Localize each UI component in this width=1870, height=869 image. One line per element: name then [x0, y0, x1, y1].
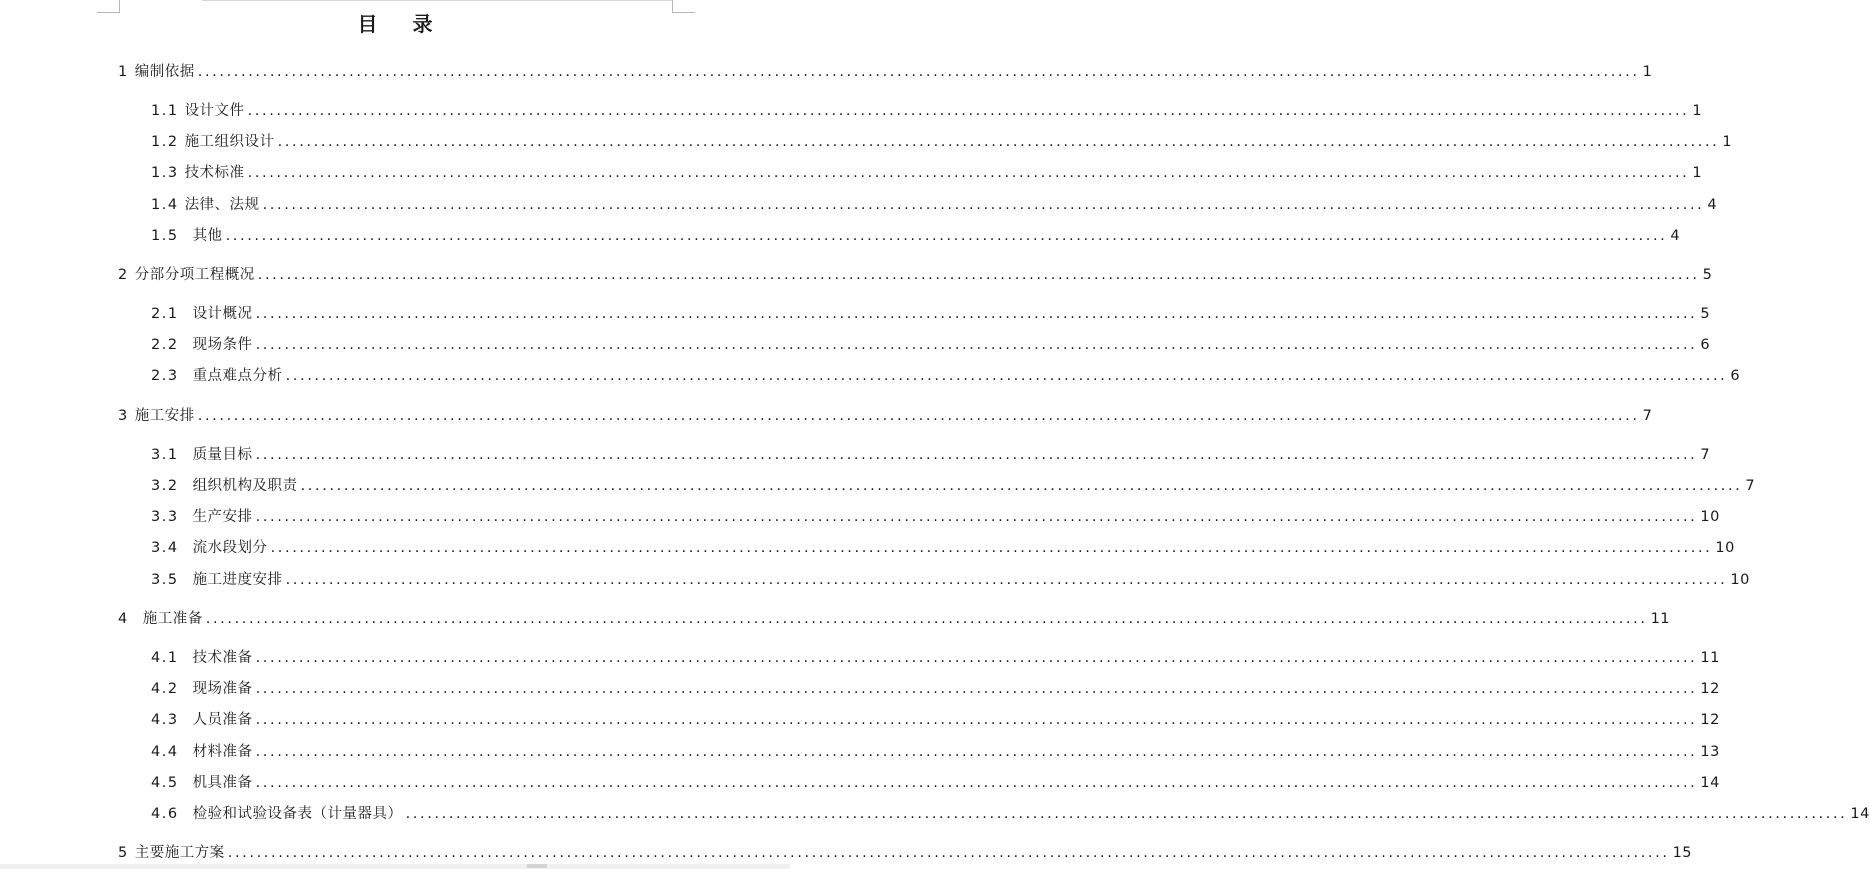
toc-entry-label: 编制依据 [134, 64, 195, 80]
toc-page-number: 13 [1700, 744, 1720, 760]
toc-entry-label: 人员准备 [192, 712, 253, 728]
toc-entry-number: 1.5 [151, 228, 179, 244]
toc-entry-label: 施工进度安排 [192, 572, 283, 588]
toc-page-number: 12 [1700, 681, 1720, 697]
toc-section-entry[interactable] [151, 101, 1703, 121]
toc-dot-leader: ........................................................................................................................................................................................................ [255, 447, 1698, 463]
toc-section-entry[interactable] [151, 570, 1750, 590]
toc-entry-label: 材料准备 [192, 744, 253, 760]
toc-entry-number: 4.3 [151, 712, 179, 728]
toc-chapter-entry[interactable] [118, 843, 1693, 863]
toc-section-entry[interactable] [151, 742, 1720, 762]
toc-page-number: 1 [1642, 64, 1653, 80]
toc-section-entry[interactable] [151, 679, 1720, 699]
toc-dot-leader: ........................................................................................................................................................................................................ [270, 540, 1713, 556]
toc-dot-leader: ........................................................................................................................................................................................................ [285, 368, 1728, 384]
toc-dot-leader: ........................................................................................................................................................................................................ [247, 165, 1690, 181]
toc-dot-leader: ........................................................................................................................................................................................................ [255, 775, 1698, 791]
toc-entry-label: 主要施工方案 [134, 845, 225, 861]
toc-entry-number: 1.3 [151, 165, 179, 181]
toc-entry-number: 3.2 [151, 478, 179, 494]
toc-entry-label: 重点难点分析 [192, 368, 283, 384]
page-top-edge [202, 0, 672, 1]
toc-entry-number: 3.4 [151, 540, 179, 556]
toc-page-number: 7 [1745, 478, 1756, 494]
toc-entry-label: 法律、法规 [184, 197, 260, 213]
toc-page-number: 15 [1672, 845, 1693, 861]
toc-page-number: 10 [1715, 540, 1735, 556]
toc-section-entry[interactable] [151, 710, 1720, 730]
toc-entry-number: 1.2 [151, 134, 179, 150]
toc-entry-number: 5 [118, 845, 129, 861]
toc-dot-leader: ........................................................................................................................................................................................................ [247, 103, 1690, 119]
toc-dot-leader: ........................................................................................................................................................................................................ [300, 478, 1743, 494]
toc-section-entry[interactable] [151, 648, 1720, 668]
toc-page-number: 1 [1692, 103, 1703, 119]
toc-dot-leader: ........................................................................................................................................................................................................ [255, 712, 1698, 728]
toc-entry-label: 机具准备 [192, 775, 253, 791]
toc-page-number: 1 [1692, 165, 1703, 181]
toc-chapter-entry[interactable] [118, 265, 1713, 285]
toc-entry-number: 2 [118, 267, 129, 283]
toc-entry-number: 2.1 [151, 306, 179, 322]
toc-page-number: 7 [1642, 408, 1653, 424]
toc-entry-label: 施工组织设计 [184, 134, 275, 150]
toc-section-entry[interactable] [151, 773, 1720, 793]
toc-chapter-entry[interactable] [118, 62, 1653, 82]
toc-dot-leader: ........................................................................................................................................................................................................ [255, 337, 1698, 353]
toc-entry-label: 质量目标 [192, 447, 253, 463]
toc-dot-leader: ........................................................................................................................................................................................................ [197, 64, 1640, 80]
toc-entry-number: 1.1 [151, 103, 179, 119]
toc-section-entry[interactable] [151, 445, 1711, 465]
toc-page-number: 10 [1730, 572, 1750, 588]
toc-title: 目 录 [357, 12, 447, 36]
toc-section-entry[interactable] [151, 163, 1703, 183]
toc-page-number: 12 [1700, 712, 1720, 728]
toc-section-entry[interactable] [151, 226, 1681, 246]
toc-dot-leader: ........................................................................................................................................................................................................ [255, 681, 1698, 697]
toc-page-number: 14 [1700, 775, 1720, 791]
toc-entry-number: 2.2 [151, 337, 179, 353]
toc-entry-number: 1.4 [151, 197, 179, 213]
toc-entry-label: 流水段划分 [192, 540, 268, 556]
toc-entry-number: 3.5 [151, 572, 179, 588]
toc-section-entry[interactable] [151, 538, 1735, 558]
toc-section-entry[interactable] [151, 507, 1720, 527]
toc-entry-number: 3.1 [151, 447, 179, 463]
toc-entry-label: 检验和试验设备表（计量器具） [192, 806, 403, 822]
toc-page-number: 11 [1700, 650, 1720, 666]
toc-entry-label: 施工安排 [134, 408, 195, 424]
toc-dot-leader: ........................................................................................................................................................................................................ [255, 509, 1698, 525]
scroll-marker [527, 864, 547, 868]
toc-chapter-entry[interactable] [118, 406, 1653, 426]
toc-page-number: 4 [1670, 228, 1681, 244]
toc-entry-label: 技术标准 [184, 165, 245, 181]
toc-entry-number: 4.1 [151, 650, 179, 666]
toc-entry-number: 4.5 [151, 775, 179, 791]
toc-page-number: 7 [1700, 447, 1711, 463]
toc-page-number: 4 [1707, 197, 1718, 213]
toc-page-number: 5 [1700, 306, 1711, 322]
toc-page-number: 10 [1700, 509, 1720, 525]
toc-dot-leader: ........................................................................................................................................................................................................ [405, 806, 1848, 822]
toc-dot-leader: ........................................................................................................................................................................................................ [197, 408, 1640, 424]
toc-entry-label: 组织机构及职责 [192, 478, 298, 494]
toc-entry-label: 分部分项工程概况 [134, 267, 255, 283]
toc-dot-leader: ........................................................................................................................................................................................................ [285, 572, 1728, 588]
toc-dot-leader: ........................................................................................................................................................................................................ [277, 134, 1720, 150]
bottom-scroll-strip [0, 864, 790, 869]
toc-section-entry[interactable] [151, 304, 1711, 324]
toc-dot-leader: ........................................................................................................................................................................................................ [255, 650, 1698, 666]
toc-entry-label: 设计文件 [184, 103, 245, 119]
toc-entry-number: 1 [118, 64, 129, 80]
toc-page-number: 5 [1702, 267, 1713, 283]
toc-entry-number: 2.3 [151, 368, 179, 384]
toc-section-entry[interactable] [151, 195, 1718, 215]
toc-section-entry[interactable] [151, 804, 1870, 824]
toc-section-entry[interactable] [151, 476, 1756, 496]
toc-entry-label: 施工准备 [142, 611, 203, 627]
toc-dot-leader: ........................................................................................................................................................................................................ [255, 306, 1698, 322]
toc-entry-label: 现场条件 [192, 337, 253, 353]
toc-dot-leader: ........................................................................................................................................................................................................ [205, 611, 1648, 627]
toc-section-entry[interactable] [151, 366, 1741, 386]
toc-page-number: 1 [1722, 134, 1733, 150]
toc-section-entry[interactable] [151, 335, 1711, 355]
toc-dot-leader: ........................................................................................................................................................................................................ [227, 845, 1670, 861]
toc-entry-number: 4.2 [151, 681, 179, 697]
toc-page-number: 6 [1700, 337, 1711, 353]
toc-entry-label: 设计概况 [192, 306, 253, 322]
toc-entry-number: 4 [118, 611, 129, 627]
toc-entry-label: 其他 [192, 228, 223, 244]
toc-dot-leader: ........................................................................................................................................................................................................ [255, 744, 1698, 760]
toc-page-number: 14 [1850, 806, 1870, 822]
toc-entry-number: 4.6 [151, 806, 179, 822]
toc-entry-number: 3.3 [151, 509, 179, 525]
toc-entry-number: 4.4 [151, 744, 179, 760]
toc-entry-number: 3 [118, 408, 129, 424]
toc-chapter-entry[interactable] [118, 609, 1671, 629]
toc-entry-label: 生产安排 [192, 509, 253, 525]
toc-dot-leader: ........................................................................................................................................................................................................ [257, 267, 1700, 283]
toc-section-entry[interactable] [151, 132, 1733, 152]
toc-dot-leader: ........................................................................................................................................................................................................ [262, 197, 1705, 213]
toc-dot-leader: ........................................................................................................................................................................................................ [225, 228, 1668, 244]
toc-page-number: 6 [1730, 368, 1741, 384]
toc-entry-label: 现场准备 [192, 681, 253, 697]
toc-page-number: 11 [1650, 611, 1671, 627]
toc-entry-label: 技术准备 [192, 650, 253, 666]
